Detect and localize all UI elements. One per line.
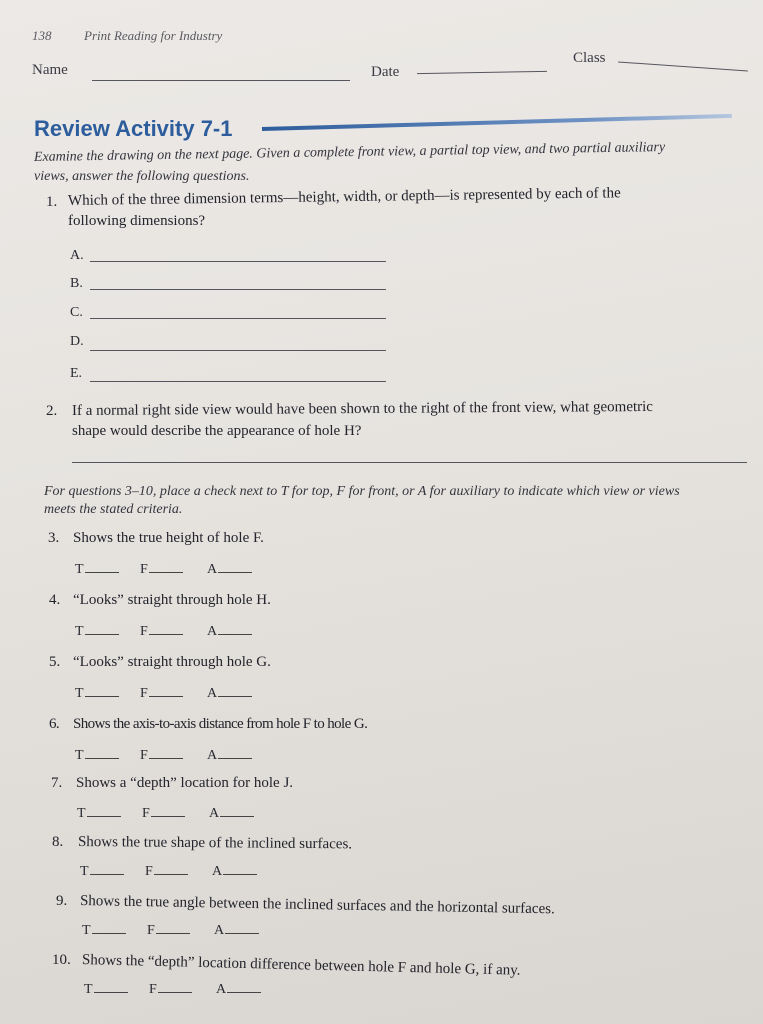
q6-choice-a[interactable]	[207, 748, 252, 764]
q4-choice-a-label: A	[207, 624, 218, 639]
q2-text-line1: If a normal right side view would have been shown to the right of the front view, what geometric	[71, 398, 653, 419]
q3-choice-f-label: F	[140, 562, 148, 577]
q4-number: 4.	[49, 592, 61, 608]
q1-answer-e-line[interactable]	[90, 381, 386, 382]
q3-choice-f[interactable]	[140, 562, 183, 578]
book-title: Print Reading for Industry	[84, 28, 223, 43]
q5-choice-t-label: T	[75, 686, 84, 701]
q6-text: Shows the axis-to-axis distance from hole F to hole G.	[73, 716, 368, 732]
q3-blank-t[interactable]	[85, 572, 119, 573]
q4-choice-t-label: T	[75, 624, 84, 639]
q8-choice-f[interactable]	[145, 864, 188, 880]
q8-text: Shows the true shape of the inclined surfaces.	[77, 834, 353, 853]
q8-choice-a-label: A	[212, 864, 223, 879]
q5-choice-t[interactable]	[75, 686, 119, 702]
q7-choice-t[interactable]	[77, 806, 121, 822]
q10-text: Shows the “depth” location difference between hole F and hole G, if any.	[81, 952, 521, 979]
q9-blank-a[interactable]	[225, 933, 259, 934]
q1-answer-b-line[interactable]	[90, 289, 386, 290]
q1-text-line2: following dimensions?	[68, 213, 206, 229]
q1-answer-d-line[interactable]	[90, 350, 386, 351]
q4-blank-a[interactable]	[218, 634, 252, 635]
q1-option-d: D.	[70, 334, 84, 349]
date-field-line[interactable]	[417, 71, 547, 74]
class-label: Class	[573, 50, 606, 66]
section2-instructions-line2: meets the stated criteria.	[44, 502, 183, 517]
q5-text: “Looks” straight through hole G.	[73, 654, 271, 670]
q5-choice-a[interactable]	[207, 686, 252, 702]
q4-choice-a[interactable]	[207, 624, 252, 640]
q3-choice-a-label: A	[207, 562, 218, 577]
q7-number: 7.	[51, 775, 63, 791]
q7-blank-f[interactable]	[151, 816, 185, 817]
q7-choice-a[interactable]	[209, 806, 254, 822]
q9-choice-a-label: A	[214, 923, 225, 938]
q2-text-line2: shape would describe the appearance of hole H?	[72, 423, 362, 439]
q9-choice-f[interactable]	[147, 923, 190, 939]
q10-blank-t[interactable]	[94, 992, 128, 993]
name-label: Name	[32, 62, 68, 78]
q4-choice-t[interactable]	[75, 624, 119, 640]
q5-choice-a-label: A	[207, 686, 218, 701]
q1-option-e: E.	[70, 366, 83, 381]
q8-choice-t[interactable]	[80, 864, 124, 880]
q7-blank-t[interactable]	[87, 816, 121, 817]
q5-blank-a[interactable]	[218, 696, 252, 697]
q5-choice-f[interactable]	[140, 686, 183, 702]
q8-blank-a[interactable]	[223, 874, 257, 875]
q7-choice-f-label: F	[142, 806, 150, 821]
q5-blank-t[interactable]	[85, 696, 119, 697]
q9-choice-f-label: F	[147, 923, 155, 938]
q10-choice-a-label: A	[216, 982, 227, 997]
q6-choice-f[interactable]	[140, 748, 183, 764]
activity-instructions-line2: views, answer the following questions.	[34, 169, 250, 184]
q7-choice-a-label: A	[209, 806, 220, 821]
q6-choice-a-label: A	[207, 748, 218, 763]
q10-blank-a[interactable]	[227, 992, 261, 993]
name-field-line[interactable]	[92, 80, 350, 81]
q8-choice-a[interactable]	[212, 864, 257, 880]
q3-number: 3.	[48, 530, 60, 546]
q1-option-c: C.	[70, 305, 83, 320]
q1-answer-a-line[interactable]	[90, 261, 386, 262]
q10-choice-t[interactable]	[84, 982, 128, 998]
q4-choice-f-label: F	[140, 624, 148, 639]
q10-number: 10.	[52, 952, 71, 968]
q7-choice-t-label: T	[77, 806, 86, 821]
q5-blank-f[interactable]	[149, 696, 183, 697]
q4-blank-f[interactable]	[149, 634, 183, 635]
q4-choice-f[interactable]	[140, 624, 183, 640]
q9-choice-a[interactable]	[214, 923, 259, 939]
q8-number: 8.	[52, 834, 64, 850]
q6-blank-a[interactable]	[218, 758, 252, 759]
q7-blank-a[interactable]	[220, 816, 254, 817]
q4-blank-t[interactable]	[85, 634, 119, 635]
activity-instructions-line1: Examine the drawing on the next page. Given a complete front view, a partial top view, and two partial auxiliary	[33, 140, 666, 165]
q10-choice-f-label: F	[149, 982, 157, 997]
q10-choice-a[interactable]	[216, 982, 261, 998]
q6-blank-f[interactable]	[149, 758, 183, 759]
q3-blank-a[interactable]	[218, 572, 252, 573]
q1-number: 1.	[46, 194, 58, 210]
q9-number: 9.	[56, 893, 68, 909]
date-label: Date	[371, 64, 400, 80]
q6-choice-t-label: T	[75, 748, 84, 763]
q8-blank-t[interactable]	[90, 874, 124, 875]
q5-number: 5.	[49, 654, 61, 670]
q1-text-line1: Which of the three dimension terms—height, width, or depth—is represented by each of the	[67, 185, 621, 209]
q7-text: Shows a “depth” location for hole J.	[76, 775, 294, 791]
q1-option-b: B.	[70, 276, 83, 291]
q1-answer-c-line[interactable]	[90, 318, 386, 319]
q3-blank-f[interactable]	[149, 572, 183, 573]
q9-choice-t[interactable]	[82, 923, 126, 939]
q9-choice-t-label: T	[82, 923, 91, 938]
q6-choice-f-label: F	[140, 748, 148, 763]
q1-option-a: A.	[70, 248, 84, 263]
q2-number: 2.	[46, 403, 58, 419]
q8-choice-f-label: F	[145, 864, 153, 879]
q8-choice-t-label: T	[80, 864, 89, 879]
q3-choice-t-label: T	[75, 562, 84, 577]
q10-choice-f[interactable]	[149, 982, 192, 998]
q3-text: Shows the true height of hole F.	[73, 530, 264, 546]
q7-choice-f[interactable]	[142, 806, 185, 822]
q9-text: Shows the true angle between the inclined surfaces and the horizontal surfaces.	[79, 893, 555, 918]
q3-choice-t[interactable]	[75, 562, 119, 578]
q6-choice-t[interactable]	[75, 748, 119, 764]
q10-choice-t-label: T	[84, 982, 93, 997]
q6-blank-t[interactable]	[85, 758, 119, 759]
q3-choice-a[interactable]	[207, 562, 252, 578]
q4-text: “Looks” straight through hole H.	[73, 592, 271, 608]
q2-answer-line[interactable]	[72, 462, 747, 463]
q9-blank-f[interactable]	[156, 933, 190, 934]
activity-title: Review Activity 7-1	[34, 116, 233, 141]
page-number: 138	[32, 28, 52, 43]
q9-blank-t[interactable]	[92, 933, 126, 934]
q5-choice-f-label: F	[140, 686, 148, 701]
q8-blank-f[interactable]	[154, 874, 188, 875]
section2-instructions-line1: For questions 3–10, place a check next to T for top, F for front, or A for auxiliary to indicate which view or views	[44, 484, 680, 499]
title-rule	[262, 114, 732, 131]
q6-number: 6.	[49, 716, 60, 732]
class-field-line[interactable]	[618, 61, 748, 71]
q10-blank-f[interactable]	[158, 992, 192, 993]
